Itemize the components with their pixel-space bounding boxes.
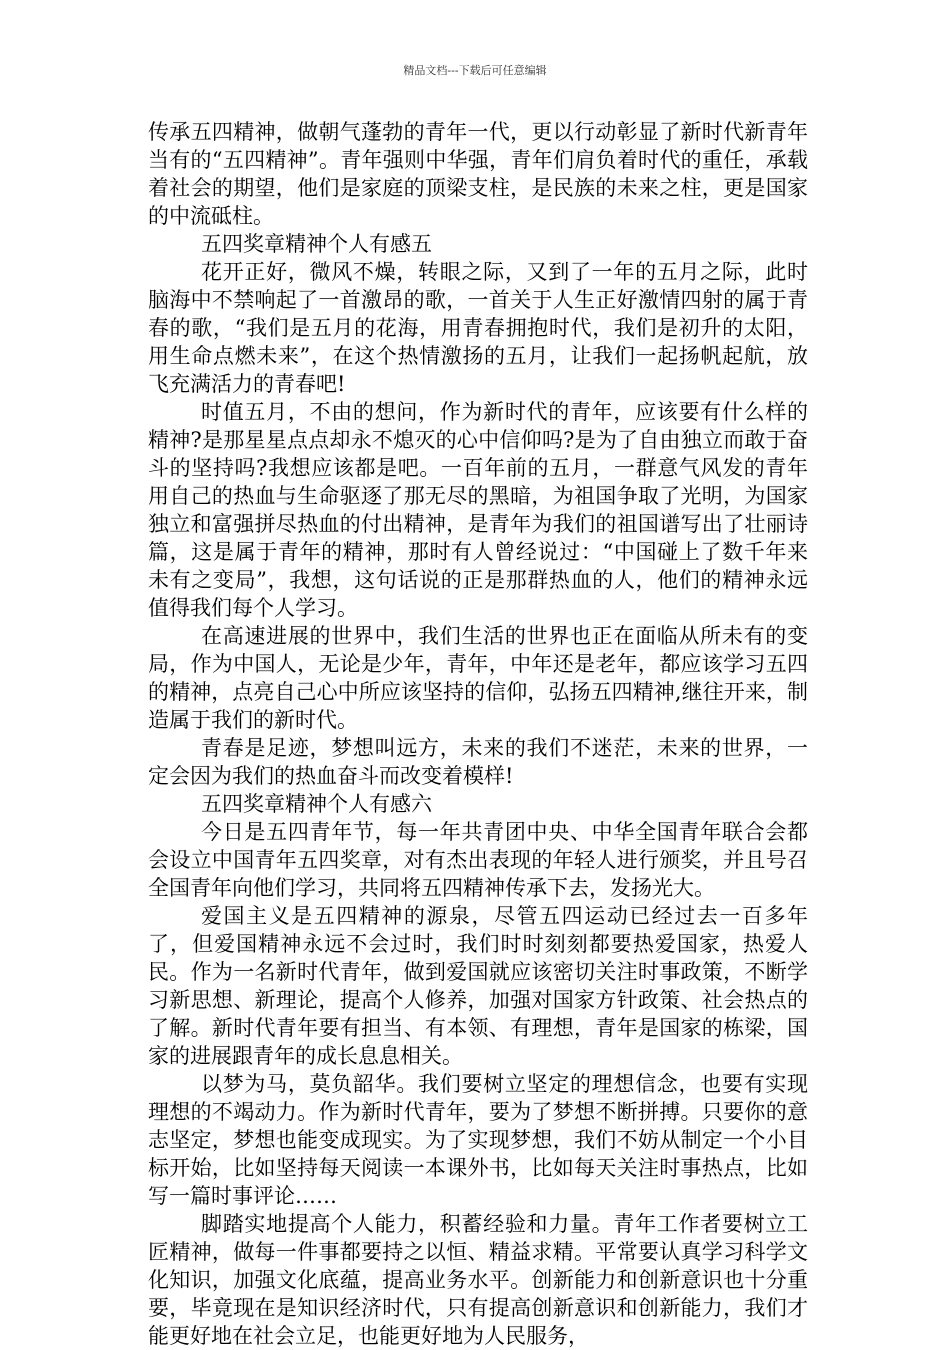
paragraph: 爱国主义是五四精神的源泉，尽管五四运动已经过去一百多年了，但爱国精神永远不会过时，我们时时刻刻都要热爱国家，热爱人民。作为一名新时代青年，做到爱国就应该密切关注时事政策，不断学习新思想、新理论，提高个人修养，加强对国家方针政策、社会热点的了解。新时代青年要有担当、有本领、有理想，青年是国家的栋梁，国家的进展跟青年的成长息息相关。 bbox=[148, 904, 808, 1068]
section-heading: 五四奖章精神个人有感六 bbox=[201, 792, 432, 816]
paragraph: 在高速进展的世界中，我们生活的世界也正在面临从所未有的变局，作为中国人，无论是少年，青年，中年还是老年，都应该学习五四的精神，点亮自己心中所应该坚持的信仰，弘扬五四精神,继往开来，制造属于我们的新时代。 bbox=[148, 624, 808, 732]
page-header: 精品文档---下载后可任意编辑 bbox=[403, 64, 547, 77]
paragraph: 花开正好，微风不燥，转眼之际，又到了一年的五月之际，此时脑海中不禁响起了一首激昂的歌，一首关于人生正好激情四射的属于青春的歌，“我们是五月的花海，用青春拥抱时代，我们是初升的太阳，用生命点燃未来”，在这个热情激扬的五月，让我们一起扬帆起航，放飞充满活力的青春吧! bbox=[148, 260, 808, 396]
paragraph: 传承五四精神，做朝气蓬勃的青年一代，更以行动彰显了新时代新青年当有的“五四精神”。青年强则中华强，青年们肩负着时代的重任，承载着社会的期望，他们是家庭的顶梁支柱，是民族的未来之柱，更是国家的中流砥柱。 bbox=[148, 120, 808, 228]
section-heading: 五四奖章精神个人有感五 bbox=[201, 232, 432, 256]
paragraph: 今日是五四青年节，每一年共青团中央、中华全国青年联合会都会设立中国青年五四奖章，对有杰出表现的年轻人进行颁奖，并且号召全国青年向他们学习，共同将五四精神传承下去，发扬光大。 bbox=[148, 820, 808, 900]
paragraph: 以梦为马，莫负韶华。我们要树立坚定的理想信念，也要有实现理想的不竭动力。作为新时代青年，要为了梦想不断拼搏。只要你的意志坚定，梦想也能变成现实。为了实现梦想，我们不妨从制定一个小目标开始，比如坚持每天阅读一本课外书，比如每天关注时事热点，比如写一篇时事评论…… bbox=[148, 1072, 808, 1208]
paragraph: 青春是足迹，梦想叫远方，未来的我们不迷茫，未来的世界，一定会因为我们的热血奋斗而改变着模样! bbox=[148, 736, 808, 788]
document-body bbox=[148, 118, 808, 1350]
paragraph: 脚踏实地提高个人能力，积蓄经验和力量。青年工作者要树立工匠精神，做每一件事都要持之以恒、精益求精。平常要认真学习科学文化知识，加强文化底蕴，提高业务水平。创新能力和创新意识也十分重要，毕竟现在是知识经济时代，只有提高创新意识和创新能力，我们才能更好地在社会立足，也能更好地为人民服务， bbox=[148, 1212, 808, 1348]
paragraph: 时值五月，不由的想问，作为新时代的青年，应该要有什么样的精神?是那星星点点却永不熄灭的心中信仰吗?是为了自由独立而敢于奋斗的坚持吗?我想应该都是吧。一百年前的五月，一群意气风发的青年用自己的热血与生命驱逐了那无尽的黑暗，为祖国争取了光明，为国家独立和富强拼尽热血的付出精神，是青年为我们的祖国谱写出了壮丽诗篇，这是属于青年的精神，那时有人曾经说过：“中国碰上了数千年来未有之变局”，我想，这句话说的正是那群热血的人，他们的精神永远值得我们每个人学习。 bbox=[148, 400, 808, 620]
